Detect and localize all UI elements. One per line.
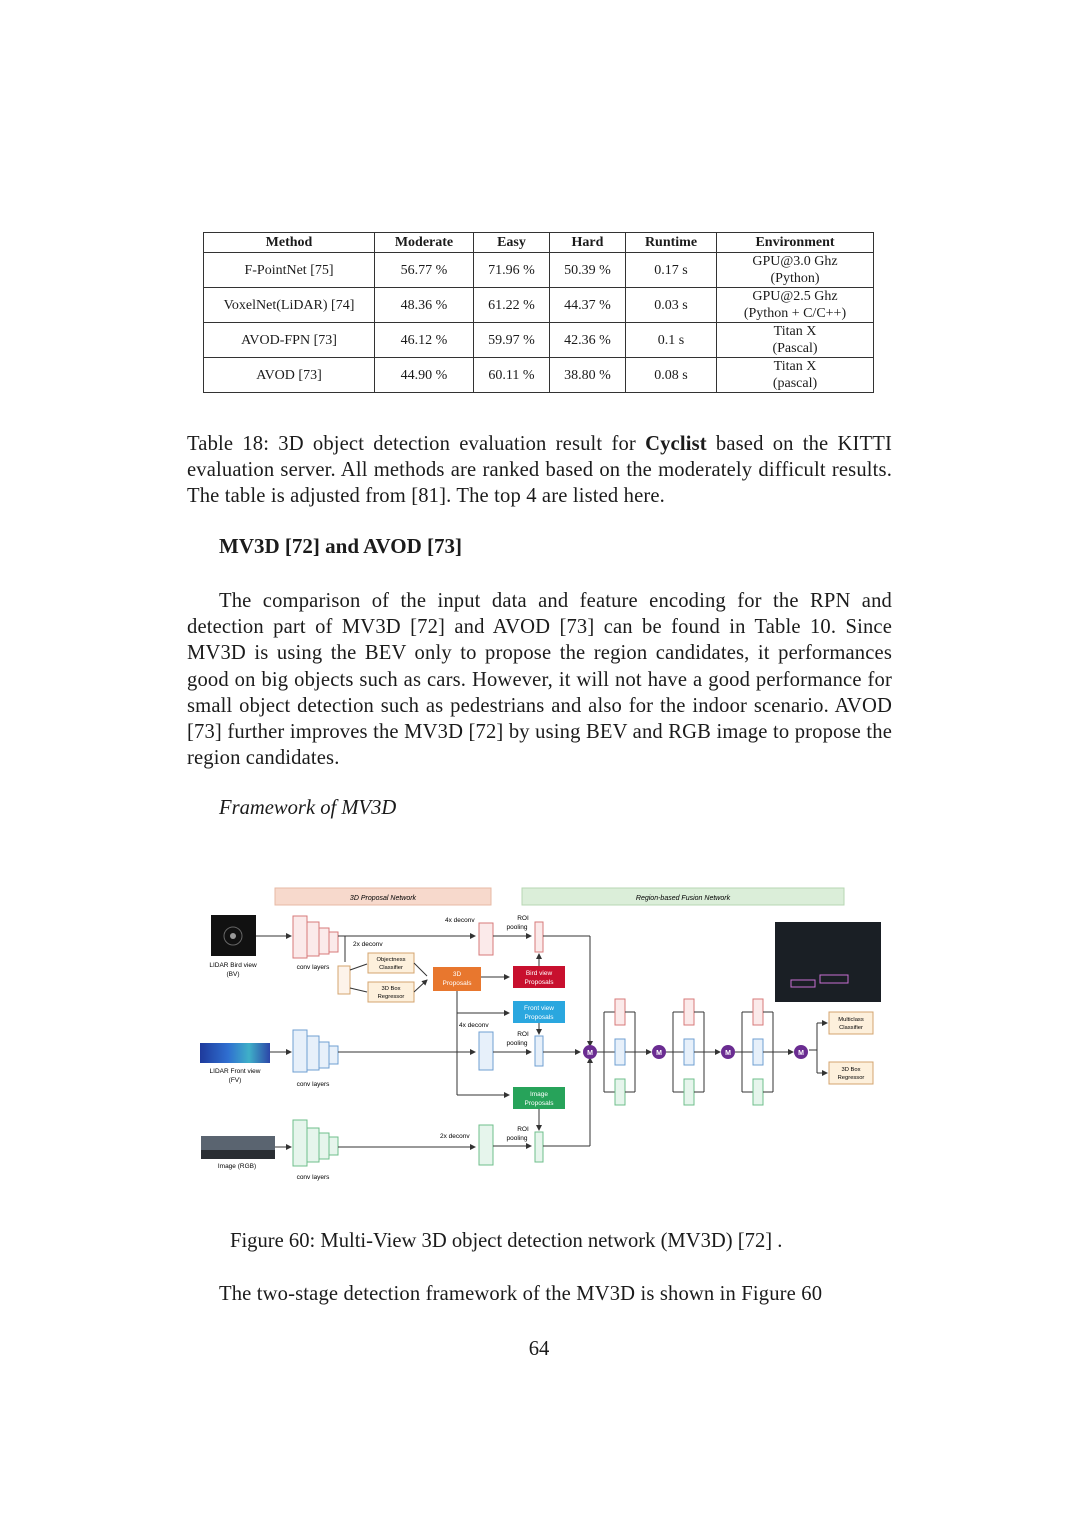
fv-conv-label: conv layers <box>296 1081 330 1088</box>
fv-deconv-4x-label: 4x deconv <box>459 1022 489 1029</box>
final-box-regressor-label: 3D Box <box>841 1067 861 1073</box>
detection-result-image <box>775 922 881 1002</box>
fusion-block <box>684 1079 694 1105</box>
proposal-network-label: 3D Proposal Network <box>349 895 417 902</box>
image-proposals-label: Image <box>529 1091 549 1098</box>
body-paragraph <box>187 588 892 771</box>
fusion-block <box>615 1079 625 1105</box>
cell-runtime: 0.17 s <box>626 253 717 288</box>
bv-conv-stack <box>293 916 338 958</box>
bv-deconv-block <box>338 966 350 994</box>
multiclass-label-2: Classifier <box>839 1025 863 1031</box>
body-text-line: The two-stage detection framework of the MV3D is shown in Figure 60 <box>219 1283 823 1305</box>
cell-method: AVOD-FPN [73] <box>204 323 375 358</box>
table-row <box>204 358 874 393</box>
bird-view-proposals-label: Bird view <box>525 970 553 977</box>
env-line-2: (Pascal) <box>772 341 818 356</box>
bv-roi-label: ROI <box>517 915 529 922</box>
column-header-environment: Environment <box>717 233 874 253</box>
rgb-roi-label: ROI <box>517 1126 529 1133</box>
fv-conv-stack <box>293 1030 338 1072</box>
objectness-label-2: Classifier <box>379 965 403 971</box>
column-header-runtime: Runtime <box>626 233 717 253</box>
fv-roi-block <box>535 1036 543 1066</box>
env-line-2: (pascal) <box>772 376 818 391</box>
cell-easy: 61.22 % <box>474 288 550 323</box>
cell-method: VoxelNet(LiDAR) [74] <box>204 288 375 323</box>
fusion-network-label: Region-based Fusion Network <box>635 895 731 902</box>
rgb-deconv-2x-label: 2x deconv <box>440 1133 470 1140</box>
bird-view-label-2: (BV) <box>226 971 240 978</box>
cell-environment <box>717 323 874 358</box>
table-row <box>204 253 874 288</box>
fusion-stages <box>583 999 808 1105</box>
env-line-2: (Python) <box>770 271 820 286</box>
image-proposals-label-2: Proposals <box>524 1100 554 1107</box>
section-heading: MV3D [72] and AVOD [73] <box>219 534 463 558</box>
cell-easy: 59.97 % <box>474 323 550 358</box>
multiclass-label: Multiclass <box>838 1017 864 1023</box>
fusion-block <box>615 1039 625 1065</box>
rgb-deconv-2x-block <box>479 1125 493 1165</box>
cell-hard: 50.39 % <box>550 253 626 288</box>
front-view-label-2: (FV) <box>228 1077 242 1084</box>
front-view-image <box>200 1043 270 1063</box>
fusion-block <box>684 999 694 1025</box>
cell-moderate: 56.77 % <box>375 253 474 288</box>
merge-node-label: M <box>725 1050 731 1057</box>
env-line-1: Titan X <box>773 359 817 374</box>
cell-hard: 44.37 % <box>550 288 626 323</box>
table-caption-bold: Cyclist <box>645 433 707 455</box>
table-caption-suffix: based on the KITTI evaluation server. All methods are ranked based on the moderately difficult results. The table is adjusted from [81]. The top 4 are listed here. <box>187 433 892 508</box>
fusion-block <box>684 1039 694 1065</box>
bv-deconv-2x-label: 2x deconv <box>353 941 383 948</box>
env-line-1: GPU@2.5 Ghz <box>752 289 838 304</box>
box-regressor-label: 3D Box <box>381 986 401 992</box>
merge-node-label: M <box>587 1050 593 1057</box>
bv-conv-label: conv layers <box>296 964 330 971</box>
table-row <box>204 288 874 323</box>
merge-node-label: M <box>798 1050 804 1057</box>
cell-easy: 71.96 % <box>474 253 550 288</box>
figure-caption: Figure 60: Multi-View 3D object detection network (MV3D) [72] . <box>230 1230 783 1252</box>
objectness-label: Objectness <box>376 957 406 963</box>
3d-proposals-label-2: Proposals <box>442 980 472 987</box>
env-line-1: GPU@3.0 Ghz <box>752 254 838 269</box>
rgb-roi-block <box>535 1132 543 1162</box>
cell-hard: 38.80 % <box>550 358 626 393</box>
fv-roi-label: ROI <box>517 1031 529 1038</box>
rgb-conv-label: conv layers <box>296 1174 330 1181</box>
cell-environment <box>717 288 874 323</box>
fv-deconv-4x-block <box>479 1032 493 1070</box>
env-line-1: Titan X <box>773 324 817 339</box>
3d-proposals-label: 3D <box>452 971 462 978</box>
cell-moderate: 48.36 % <box>375 288 474 323</box>
fusion-block <box>753 999 763 1025</box>
column-header-easy: Easy <box>474 233 550 253</box>
cell-runtime: 0.08 s <box>626 358 717 393</box>
front-view-proposals-label: Front view <box>524 1005 554 1012</box>
rgb-conv-stack <box>293 1120 338 1166</box>
cell-environment <box>717 358 874 393</box>
table-header-row <box>204 233 874 253</box>
cell-hard: 42.36 % <box>550 323 626 358</box>
bv-roi-block <box>535 922 543 952</box>
column-header-hard: Hard <box>550 233 626 253</box>
cell-runtime: 0.1 s <box>626 323 717 358</box>
fusion-block <box>753 1039 763 1065</box>
fv-roi-label-2: pooling <box>506 1040 528 1047</box>
rgb-label: Image (RGB) <box>217 1163 257 1170</box>
bird-view-proposals-label-2: Proposals <box>524 979 554 986</box>
column-header-moderate: Moderate <box>375 233 474 253</box>
table-row <box>204 323 874 358</box>
framework-subheading: Framework of MV3D <box>219 797 397 819</box>
cell-runtime: 0.03 s <box>626 288 717 323</box>
rgb-roi-label-2: pooling <box>506 1135 528 1142</box>
cell-easy: 60.11 % <box>474 358 550 393</box>
env-line-2: (Python + C/C++) <box>743 306 847 321</box>
bv-deconv-4x-label: 4x deconv <box>445 917 475 924</box>
table-caption <box>187 431 892 510</box>
merge-node-label: M <box>656 1050 662 1057</box>
cell-moderate: 46.12 % <box>375 323 474 358</box>
bv-deconv-4x-block <box>479 923 493 955</box>
cell-method: F-PointNet [75] <box>204 253 375 288</box>
column-header-method: Method <box>204 233 375 253</box>
box-regressor-label-2: Regressor <box>377 994 405 1000</box>
cell-moderate: 44.90 % <box>375 358 474 393</box>
fusion-block <box>753 1079 763 1105</box>
cell-environment <box>717 253 874 288</box>
page-number: 64 <box>528 1338 550 1360</box>
results-table <box>203 232 874 393</box>
paragraph-text: The comparison of the input data and feature encoding for the RPN and detection part of MV3D [72] and AVOD [73] can be found in Table 10. Since MV3D is using the BEV only to propose the region candidates, it performances good on big objects such as cars. However, it will not have a good performance for small object detection such as pedestrians and also for the indoor scenario. AVOD [73] further improves the MV3D [72] by using BEV and RGB image to propose the region candidates. <box>187 590 892 770</box>
cell-method: AVOD [73] <box>204 358 375 393</box>
bv-roi-label-2: pooling <box>506 924 528 931</box>
fusion-block <box>615 999 625 1025</box>
final-box-regressor-label-2: Regressor <box>837 1075 865 1081</box>
front-view-proposals-label-2: Proposals <box>524 1014 554 1021</box>
mv3d-figure <box>195 880 895 1200</box>
bird-view-label: LIDAR Bird view <box>209 962 257 969</box>
table-caption-prefix: Table 18: 3D object detection evaluation result for <box>187 433 646 455</box>
front-view-label: LIDAR Front view <box>209 1068 261 1075</box>
